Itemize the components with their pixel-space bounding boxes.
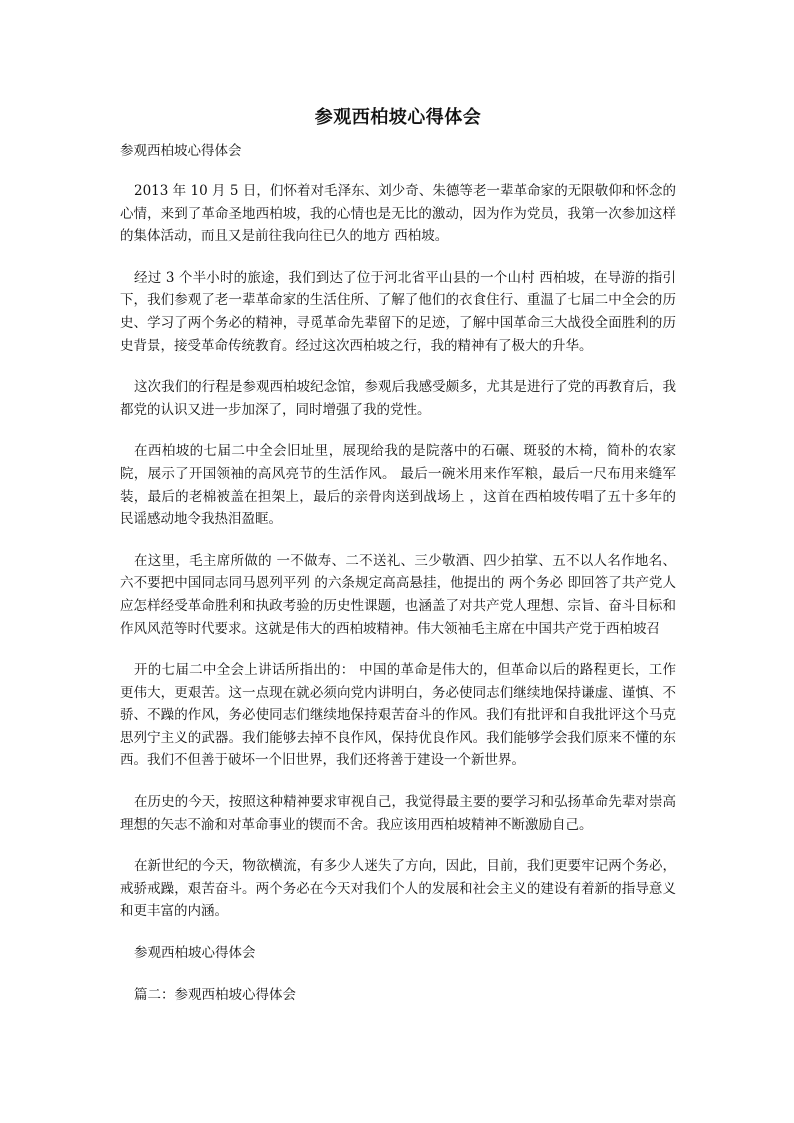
paragraph: 参观西柏坡心得体会 — [134, 945, 256, 962]
paragraph: 在新世纪的今天，物欲横流，有多少人迷失了方向，因此，目前，我们更要牢记两个务必，戒骄戒躁，艰苦奋斗。两个务必在今天对我们个人的发展和社会主义的建设有着新的指导意义和更丰富的内涵。 — [120, 858, 676, 920]
document-body — [120, 180, 676, 1025]
document-subtitle: 参观西柏坡心得体会 — [120, 143, 242, 159]
paragraph: 在这里，毛主席所做的 一不做寿、二不送礼、三少敬酒、四少拍掌、五不以人名作地名、六不要把中国同志同马恩列平列 的六条规定高高悬挂，他提出的 两个务必 即回答了共产党人应怎样经受革命胜利和执政考验的历史性课题，也涵盖了对共产党人理想、宗旨、奋斗目标和作风风范等时代要求。这就是伟大的西柏坡精神。伟大领袖毛主席在中国共产党于西柏坡召 — [120, 552, 676, 637]
paragraph: 2013 年 10 月 5 日，们怀着对毛泽东、刘少奇、朱德等老一辈革命家的无限敬仰和怀念的心情，来到了革命圣地西柏坡，我的心情也是无比的激动，因为作为党员，我第一次参加这样的集体活动，而且又是前往我向往已久的地方 西柏坡。 — [120, 183, 676, 245]
paragraph: 这次我们的行程是参观西柏坡纪念馆，参观后我感受颇多，尤其是进行了党的再教育后，我都党的认识又进一步加深了，同时增强了我的党性。 — [120, 379, 676, 418]
paragraph: 在历史的今天，按照这种精神要求审视自己，我觉得最主要的要学习和弘扬革命先辈对崇高理想的矢志不渝和对革命事业的锲而不舍。我应该用西柏坡精神不断激励自己。 — [120, 794, 676, 833]
document-title: 参观西柏坡心得体会 — [314, 107, 482, 128]
paragraph: 篇二：参观西柏坡心得体会 — [134, 986, 296, 1003]
paragraph: 经过 3 个半小时的旅途，我们到达了位于河北省平山县的一个山村 西柏坡，在导游的指引下，我们参观了老一辈革命家的生活住所、了解了他们的衣食住行、重温了七届二中全会的历史、学习了两个务必的精神，寻觅革命先辈留下的足迹，了解中国革命三大战役全面胜利的历史背景，接受革命传统教育。经过这次西柏坡之行，我的精神有了极大的升华。 — [120, 269, 676, 354]
paragraph: 在西柏坡的七届二中全会旧址里，展现给我的是院落中的石碾、斑驳的木椅，简朴的农家院，展示了开国领袖的高风亮节的生活作风。 最后一碗米用来作军粮，最后一尺布用来缝军装，最后的老棉被盖在担架上，最后的亲骨肉送到战场上 ，这首在西柏坡传唱了五十多年的民谣感动地令我热泪盈眶。 — [120, 443, 676, 528]
paragraph: 开的七届二中全会上讲话所指出的： 中国的革命是伟大的，但革命以后的路程更长，工作更伟大，更艰苦。这一点现在就必须向党内讲明白，务必使同志们继续地保持谦虚、谨慎、不骄、不躁的作风，务必使同志们继续地保持艰苦奋斗的作风。我们有批评和自我批评这个马克思列宁主义的武器。我们能够去掉不良作风，保持优良作风。我们能够学会我们原来不懂的东西。我们不但善于破坏一个旧世界，我们还将善于建设一个新世界。 — [120, 662, 676, 769]
